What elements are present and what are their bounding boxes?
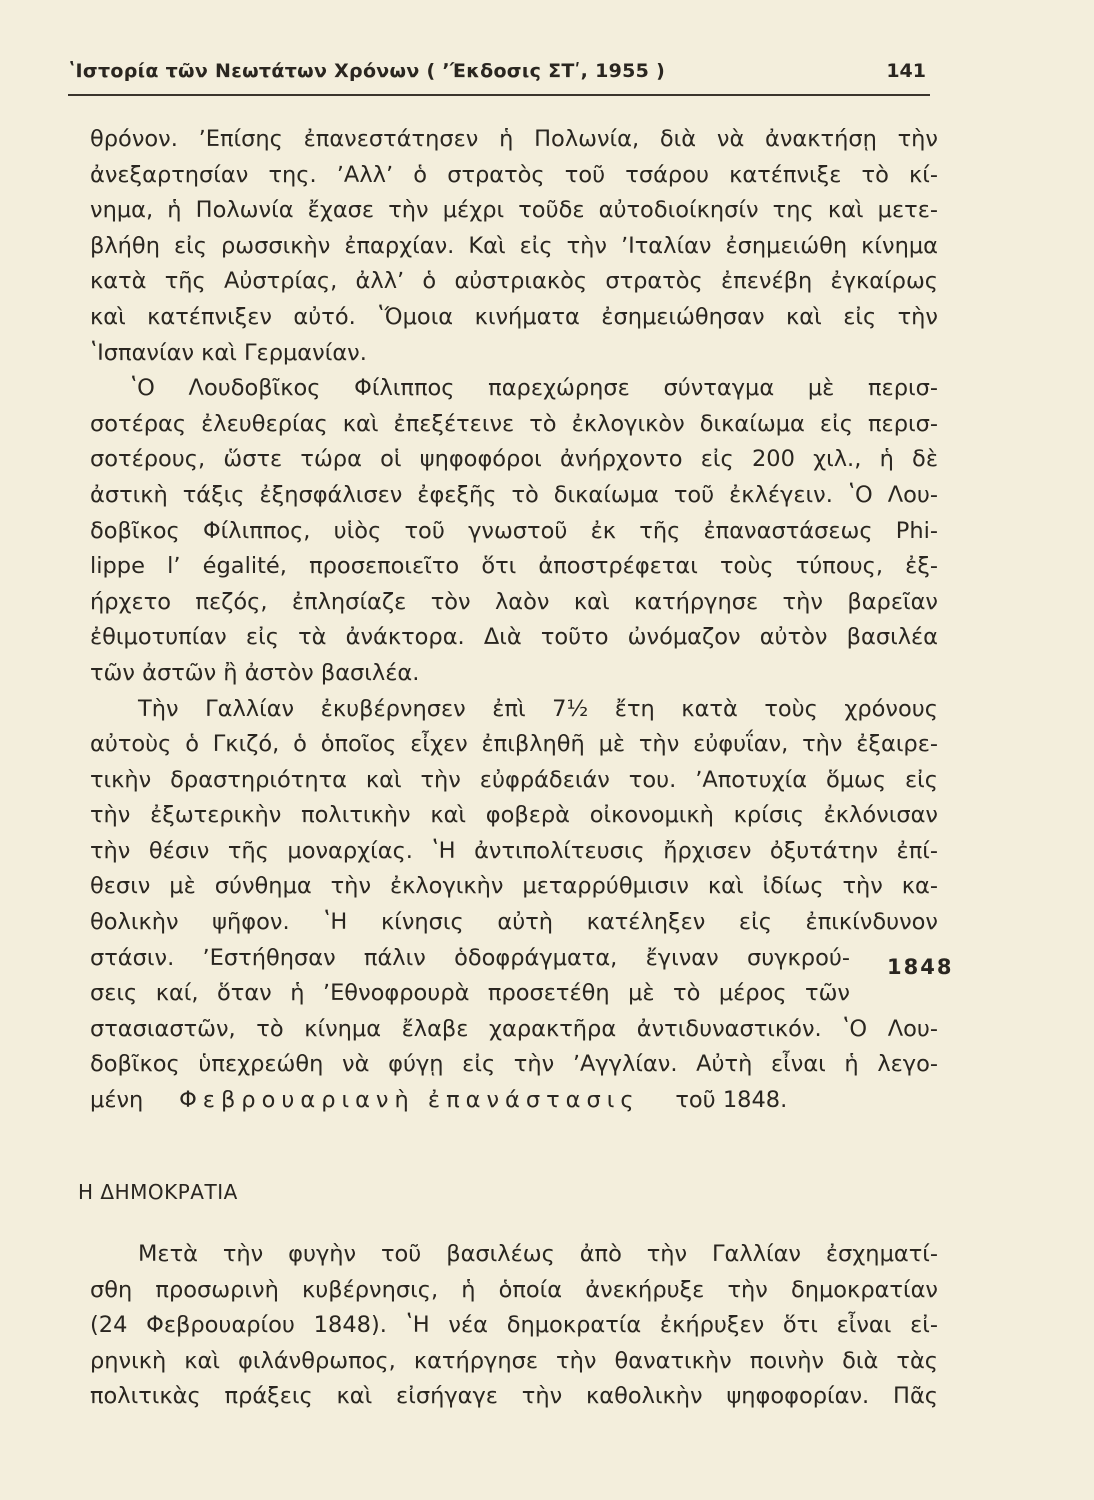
text-line: θεσιν μὲ σύνθημα τὴν ἐκλογικὴν μεταρρύθμισιν καὶ ἰδίως τὴν κα- [90, 873, 938, 900]
text-line: θρόνον. ʼΕπίσης ἐπανεστάτησεν ἡ Πολωνία, διὰ νὰ ἀνακτήσῃ τὴν [90, 126, 938, 152]
text-line: τῶν ἀστῶν ἢ ἀστὸν βασιλέα. [90, 659, 420, 686]
text-line: lippe lʼ égalité, προσεποιεῖτο ὅτι ἀποστρέφεται τοὺς τύπους, ἐξ- [90, 553, 938, 580]
text-line: δοβῖκος ὑπεχρεώθη νὰ φύγῃ εἰς τὴν ʼΑγγλίαν. Αὐτὴ εἶναι ἡ λεγο- [90, 1051, 938, 1078]
text-fragment: μένη [90, 1087, 144, 1114]
text-line: ρηνικὴ καὶ φιλάνθρωπος, κατήργησε τὴν θανατικὴν ποινὴν διὰ τὰς [90, 1347, 938, 1374]
text-line: σεις καί, ὅταν ἡ ʼΕθνοφρουρὰ προσετέθη μὲ τὸ μέρος τῶν [90, 980, 850, 1007]
text-line: ἀνεξαρτησίαν της. ʼΑλλʼ ὁ στρατὸς τοῦ τσάρου κατέπνιξε τὸ κί- [90, 161, 938, 188]
text-line: ἐθιμοτυπίαν εἰς τὰ ἀνάκτορα. Διὰ τοῦτο ὠνόμαζον αὐτὸν βασιλέα [90, 624, 938, 651]
section-heading: Η ΔΗΜΟΚΡΑΤΙΑ [78, 1180, 238, 1204]
text-line: ʽΟ Λουδοβῖκος Φίλιππος παρεχώρησε σύνταγμα μὲ περισ- [130, 375, 938, 402]
text-line: ἀστικὴ τάξις ἐξησφάλισεν ἐφεξῆς τὸ δικαίωμα τοῦ ἐκλέγειν. ʽΟ Λου- [90, 481, 938, 508]
text-line: νημα, ἡ Πολωνία ἔχασε τὴν μέχρι τοῦδε αὐτοδιοίκησίν της καὶ μετε- [90, 197, 938, 224]
text-line: (24 Φεβρουαρίου 1848). ʽΗ νέα δημοκρατία ἐκήρυξεν ὅτι εἶναι εἰ- [90, 1312, 938, 1339]
text-line: σοτέρους, ὥστε τώρα οἱ ψηφοφόροι ἀνήρχοντο εἰς 200 χιλ., ἡ δὲ [90, 446, 938, 473]
text-line: καὶ κατέπνιξεν αὐτό. ʽΌμοια κινήματα ἐσημειώθησαν καὶ εἰς τὴν [90, 303, 938, 330]
text-line: κατὰ τῆς Αὐστρίας, ἀλλʼ ὁ αὐστριακὸς στρατὸς ἐπενέβη ἐγκαίρως [90, 268, 938, 295]
text-line: δοβῖκος Φίλιππος, υἱὸς τοῦ γνωστοῦ ἐκ τῆς ἐπαναστάσεως Phi- [90, 517, 938, 544]
page-number: 141 [886, 60, 926, 82]
text-line: τικὴν δραστηριότητα καὶ τὴν εὐφράδειάν του. ʼΑποτυχία ὅμως εἰς [90, 766, 938, 793]
header-title: ʽΙστορία τῶν Νεωτάτων Χρόνων ( ʼΈκδοσις ΣΤʹ, 1955 ) [68, 60, 666, 82]
text-line: στασιαστῶν, τὸ κίνημα ἔλαβε χαρακτῆρα ἀντιδυναστικόν. ʽΟ Λου- [90, 1015, 938, 1042]
running-header [68, 58, 930, 96]
text-line: Μετὰ τὴν φυγὴν τοῦ βασιλέως ἀπὸ τὴν Γαλλίαν ἐσχηματί- [138, 1241, 938, 1267]
main-text [90, 122, 938, 1119]
text-line: σθη προσωρινὴ κυβέρνησις, ἡ ὁποία ἀνεκήρυξε τὴν δημοκρατίαν [90, 1276, 938, 1303]
text-fragment: τοῦ 1848. [675, 1087, 788, 1114]
text-line: θολικὴν ψῆφον. ʽΗ κίνησις αὐτὴ κατέληξεν εἰς ἐπικίνδυνον [90, 909, 938, 936]
text-line: στάσιν. ʼΕστήθησαν πάλιν ὁδοφράγματα, ἔγιναν συγκρού- [90, 944, 850, 971]
text-line: βλήθη εἰς ρωσσικὴν ἐπαρχίαν. Καὶ εἰς τὴν ʼΙταλίαν ἐσημειώθη κίνημα [90, 232, 938, 259]
emphasized-term: Φεβρουαριανὴ ἐπανάστασις [179, 1087, 640, 1114]
text-line-final [90, 1083, 938, 1119]
text-line: ʽΙσπανίαν καὶ Γερμανίαν. [90, 339, 367, 366]
text-line: σοτέρας ἐλευθερίας καὶ ἐπεξέτεινε τὸ ἐκλογικὸν δικαίωμα εἰς περισ- [90, 410, 938, 437]
text-line: Τὴν Γαλλίαν ἐκυβέρνησεν ἐπὶ 7½ ἔτη κατὰ τοὺς χρόνους [138, 695, 938, 722]
text-line: ήρχετο πεζός, ἐπλησίαζε τὸν λαὸν καὶ κατήργησε τὴν βαρεῖαν [90, 588, 938, 615]
text-line: τὴν ἐξωτερικὴν πολιτικὴν καὶ φοβερὰ οἰκονομικὴ κρίσις ἐκλόνισαν [90, 802, 938, 829]
text-line: τὴν θέσιν τῆς μοναρχίας. ʽΗ ἀντιπολίτευσις ἤρχισεν ὀξυτάτην ἐπί- [90, 837, 938, 864]
section-text [90, 1237, 938, 1415]
text-line: πολιτικὰς πράξεις καὶ εἰσήγαγε τὴν καθολικὴν ψηφοφορίαν. Πᾶς [90, 1383, 938, 1410]
text-line: αὐτοὺς ὁ Γκιζό, ὁ ὁποῖος εἶχεν ἐπιβληθῆ μὲ τὴν εὐφυΐαν, τὴν ἐξαιρε- [90, 731, 938, 758]
margin-year-note: 1848 [887, 955, 954, 979]
